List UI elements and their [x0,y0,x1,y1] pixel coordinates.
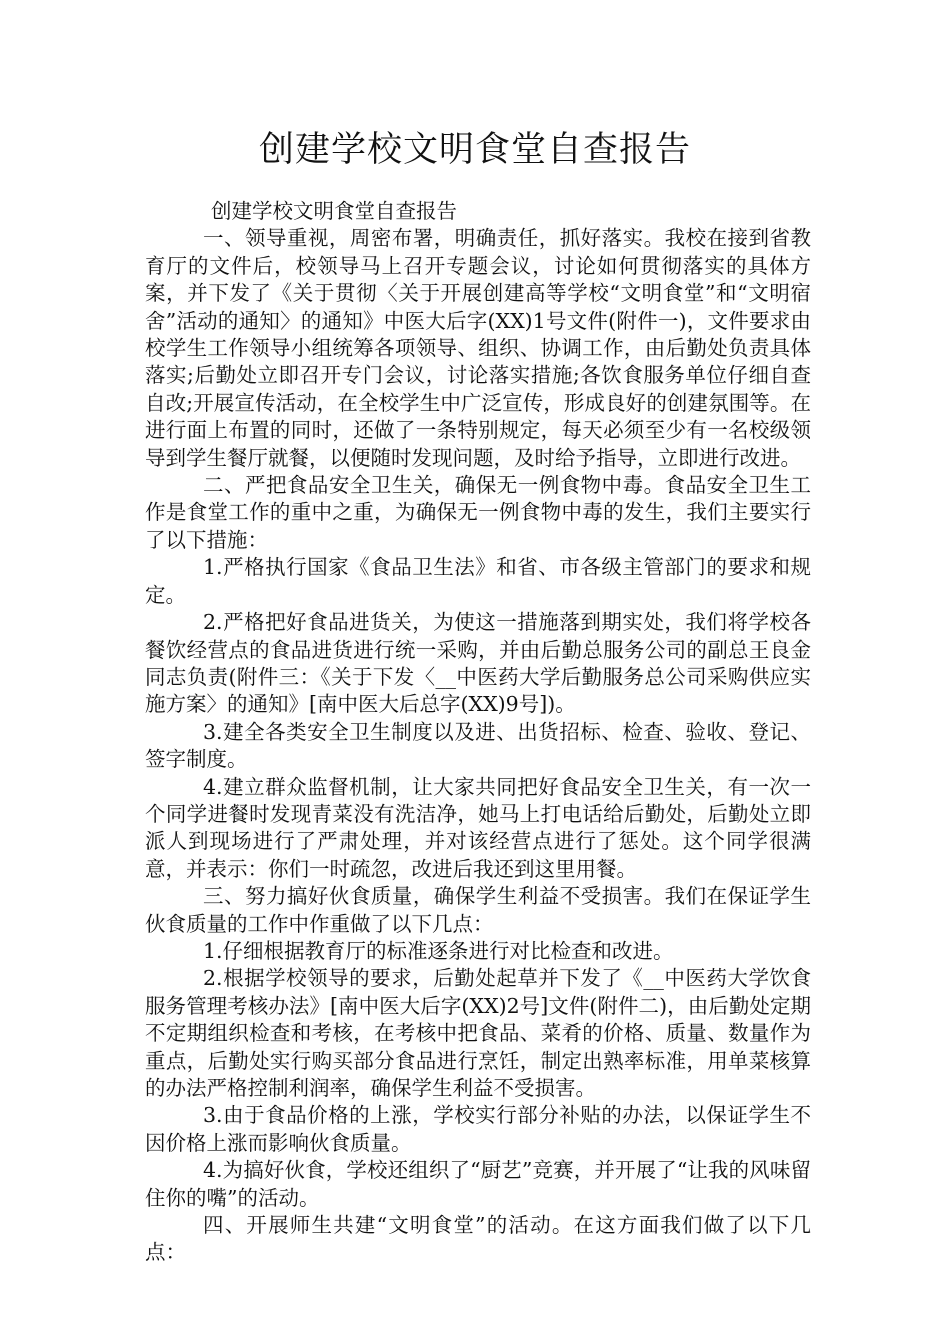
document-body [145,198,811,1267]
paragraph-food-safety-item-4: 4.建立群众监督机制，让大家共同把好食品安全卫生关，有一次一个同学进餐时发现青菜没有洗洁净，她马上打电话给后勤处，后勤处立即派人到现场进行了严肃处理，并对该经营点进行了惩处。这个同学很满意，并表示：你们一时疏忽，改进后我还到这里用餐。 [145,774,811,881]
paragraph-food-safety-item-1: 1.严格执行国家《食品卫生法》和省、市各级主管部门的要求和规定。 [145,555,811,607]
paragraph-food-safety-item-2: 2.严格把好食品进货关，为使这一措施落到期实处，我们将学校各餐饮经营点的食品进货进行统一采购，并由后勤总服务公司的副总王良金同志负责(附件三：《关于下发〈__中医药大学后勤服务总公司采购供应实施方案〉的通知》[南中医大后总字(XX)9号])。 [145,610,811,717]
paragraph-leadership: 一、领导重视，周密布署，明确责任，抓好落实。我校在接到省教育厅的文件后，校领导马上召开专题会议，讨论如何贯彻落实的具体方案，并下发了《关于贯彻〈关于开展创建高等学校“文明食堂”和“文明宿舍”活动的通知〉的通知》中医大后字(XX)1号文件(附件一)，文件要求由校学生工作领导小组统筹各项领导、组织、协调工作，由后勤处负责具体落实;后勤处立即召开专门会议，讨论落实措施;各饮食服务单位仔细自查自改;开展宣传活动，在全校学生中广泛宣传，形成良好的创建氛围等。在进行面上布置的同时，还做了一条特别规定，每天必须至少有一名校级领导到学生餐厅就餐，以便随时发现问题，及时给予指导，立即进行改进。 [145,226,811,470]
paragraph-food-safety-item-3: 3.建全各类安全卫生制度以及进、出货招标、检查、验收、登记、签字制度。 [145,719,811,772]
paragraph-meal-quality: 三、努力搞好伙食质量，确保学生利益不受损害。我们在保证学生伙食质量的工作中作重做了以下几点： [145,884,811,936]
document-subtitle: 创建学校文明食堂自查报告 [211,199,457,223]
paragraph-meal-quality-item-4: 4.为搞好伙食，学校还组织了“厨艺”竞赛，并开展了“让我的风味留住你的嘴”的活动。 [145,1158,811,1210]
paragraph-meal-quality-item-1: 1.仔细根据教育厅的标准逐条进行对比检查和改进。 [203,938,674,963]
paragraph-co-construction: 四、开展师生共建“文明食堂”的活动。在这方面我们做了以下几点： [145,1213,811,1265]
paragraph-food-safety: 二、严把食品安全卫生关，确保无一例食物中毒。食品安全卫生工作是食堂工作的重中之重，为确保无一例食物中毒的发生，我们主要实行了以下措施： [145,473,811,552]
paragraph-meal-quality-item-3: 3.由于食品价格的上涨，学校实行部分补贴的办法，以保证学生不因价格上涨而影响伙食质量。 [145,1103,811,1155]
document-title: 创建学校文明食堂自查报告 [258,130,691,170]
paragraph-meal-quality-item-2: 2.根据学校领导的要求，后勤处起草并下发了《__中医药大学饮食服务管理考核办法》[南中医大后字(XX)2号]文件(附件二)，由后勤处定期不定期组织检查和考核，在考核中把食品、菜肴的价格、质量、数量作为重点，后勤处实行购买部分食品进行烹饪，制定出熟率标准，用单菜核算的办法严格控制利润率，确保学生利益不受损害。 [145,966,811,1100]
